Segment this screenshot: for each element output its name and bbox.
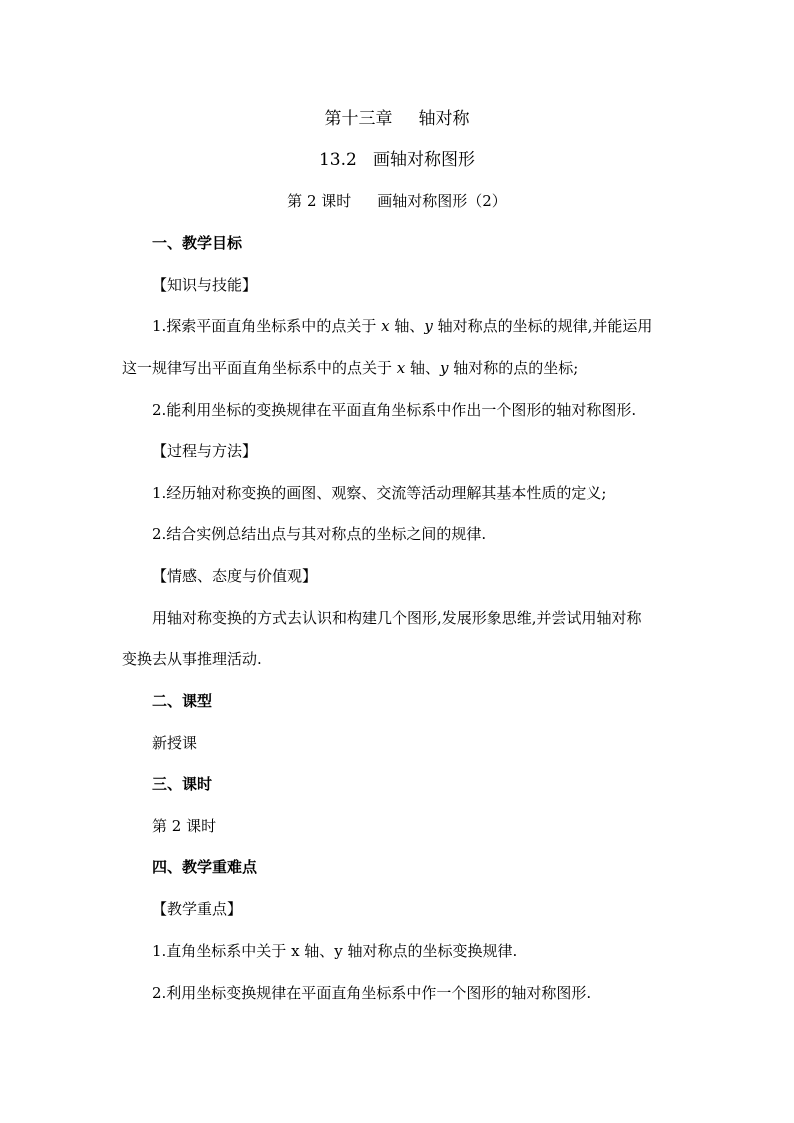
heading-class-hours: 三、课时 (152, 775, 213, 793)
section-number: 13.2 (318, 150, 357, 170)
objective-knowledge-1-line-1 (152, 316, 652, 336)
chapter-title (0, 107, 794, 131)
text-run: 轴对称的点的坐标; (448, 359, 579, 377)
text-run: 这一规律写出平面直角坐标系中的点关于 (122, 359, 397, 377)
objective-process-1: 1.经历轴对称变换的画图、观察、交流等活动理解其基本性质的定义; (152, 484, 607, 502)
class-hours-value: 第 2 课时 (152, 817, 217, 835)
key-point-1: 1.直角坐标系中关于 x 轴、y 轴对称点的坐标变换规律. (152, 942, 518, 960)
objective-knowledge-1-line-2 (122, 358, 578, 378)
objective-emotion-line-2: 变换去从事推理活动. (122, 650, 262, 668)
heading-teaching-objectives: 一、教学目标 (152, 234, 243, 252)
lesson-title (0, 191, 794, 211)
chapter-name: 轴对称 (418, 109, 470, 129)
heading-key-difficult-points: 四、教学重难点 (152, 858, 258, 876)
label-process-methods: 【过程与方法】 (152, 442, 258, 460)
text-run: 1.探索平面直角坐标系中的点关于 (152, 317, 382, 335)
key-point-2: 2.利用坐标变换规律在平面直角坐标系中作一个图形的轴对称图形. (152, 984, 592, 1002)
lesson-number: 第 2 课时 (287, 192, 352, 210)
math-variable-y: y (424, 317, 433, 335)
lesson-type-value: 新授课 (152, 734, 198, 752)
section-title (0, 148, 794, 172)
label-teaching-key-points: 【教学重点】 (152, 900, 243, 918)
objective-knowledge-2: 2.能利用坐标的变换规律在平面直角坐标系中作出一个图形的轴对称图形. (152, 401, 637, 419)
math-variable-x: x (381, 317, 390, 335)
objective-emotion-line-1: 用轴对称变换的方式去认识和构建几个图形,发展形象思维,并尝试用轴对称 (152, 609, 642, 627)
chapter-number: 第十三章 (324, 109, 393, 129)
text-run: 轴、 (389, 317, 425, 335)
lesson-name: 画轴对称图形（2） (377, 192, 507, 210)
text-run: 轴、 (405, 359, 441, 377)
math-variable-y: y (440, 359, 449, 377)
label-emotion-values: 【情感、态度与价值观】 (152, 567, 318, 585)
section-name: 画轴对称图形 (373, 150, 476, 170)
math-variable-x: x (396, 359, 406, 377)
heading-lesson-type: 二、课型 (152, 692, 213, 710)
text-run: 轴对称点的坐标的规律,并能运用 (432, 317, 653, 335)
objective-process-2: 2.结合实例总结出点与其对称点的坐标之间的规律. (152, 525, 487, 543)
label-knowledge-skills: 【知识与技能】 (152, 276, 258, 294)
